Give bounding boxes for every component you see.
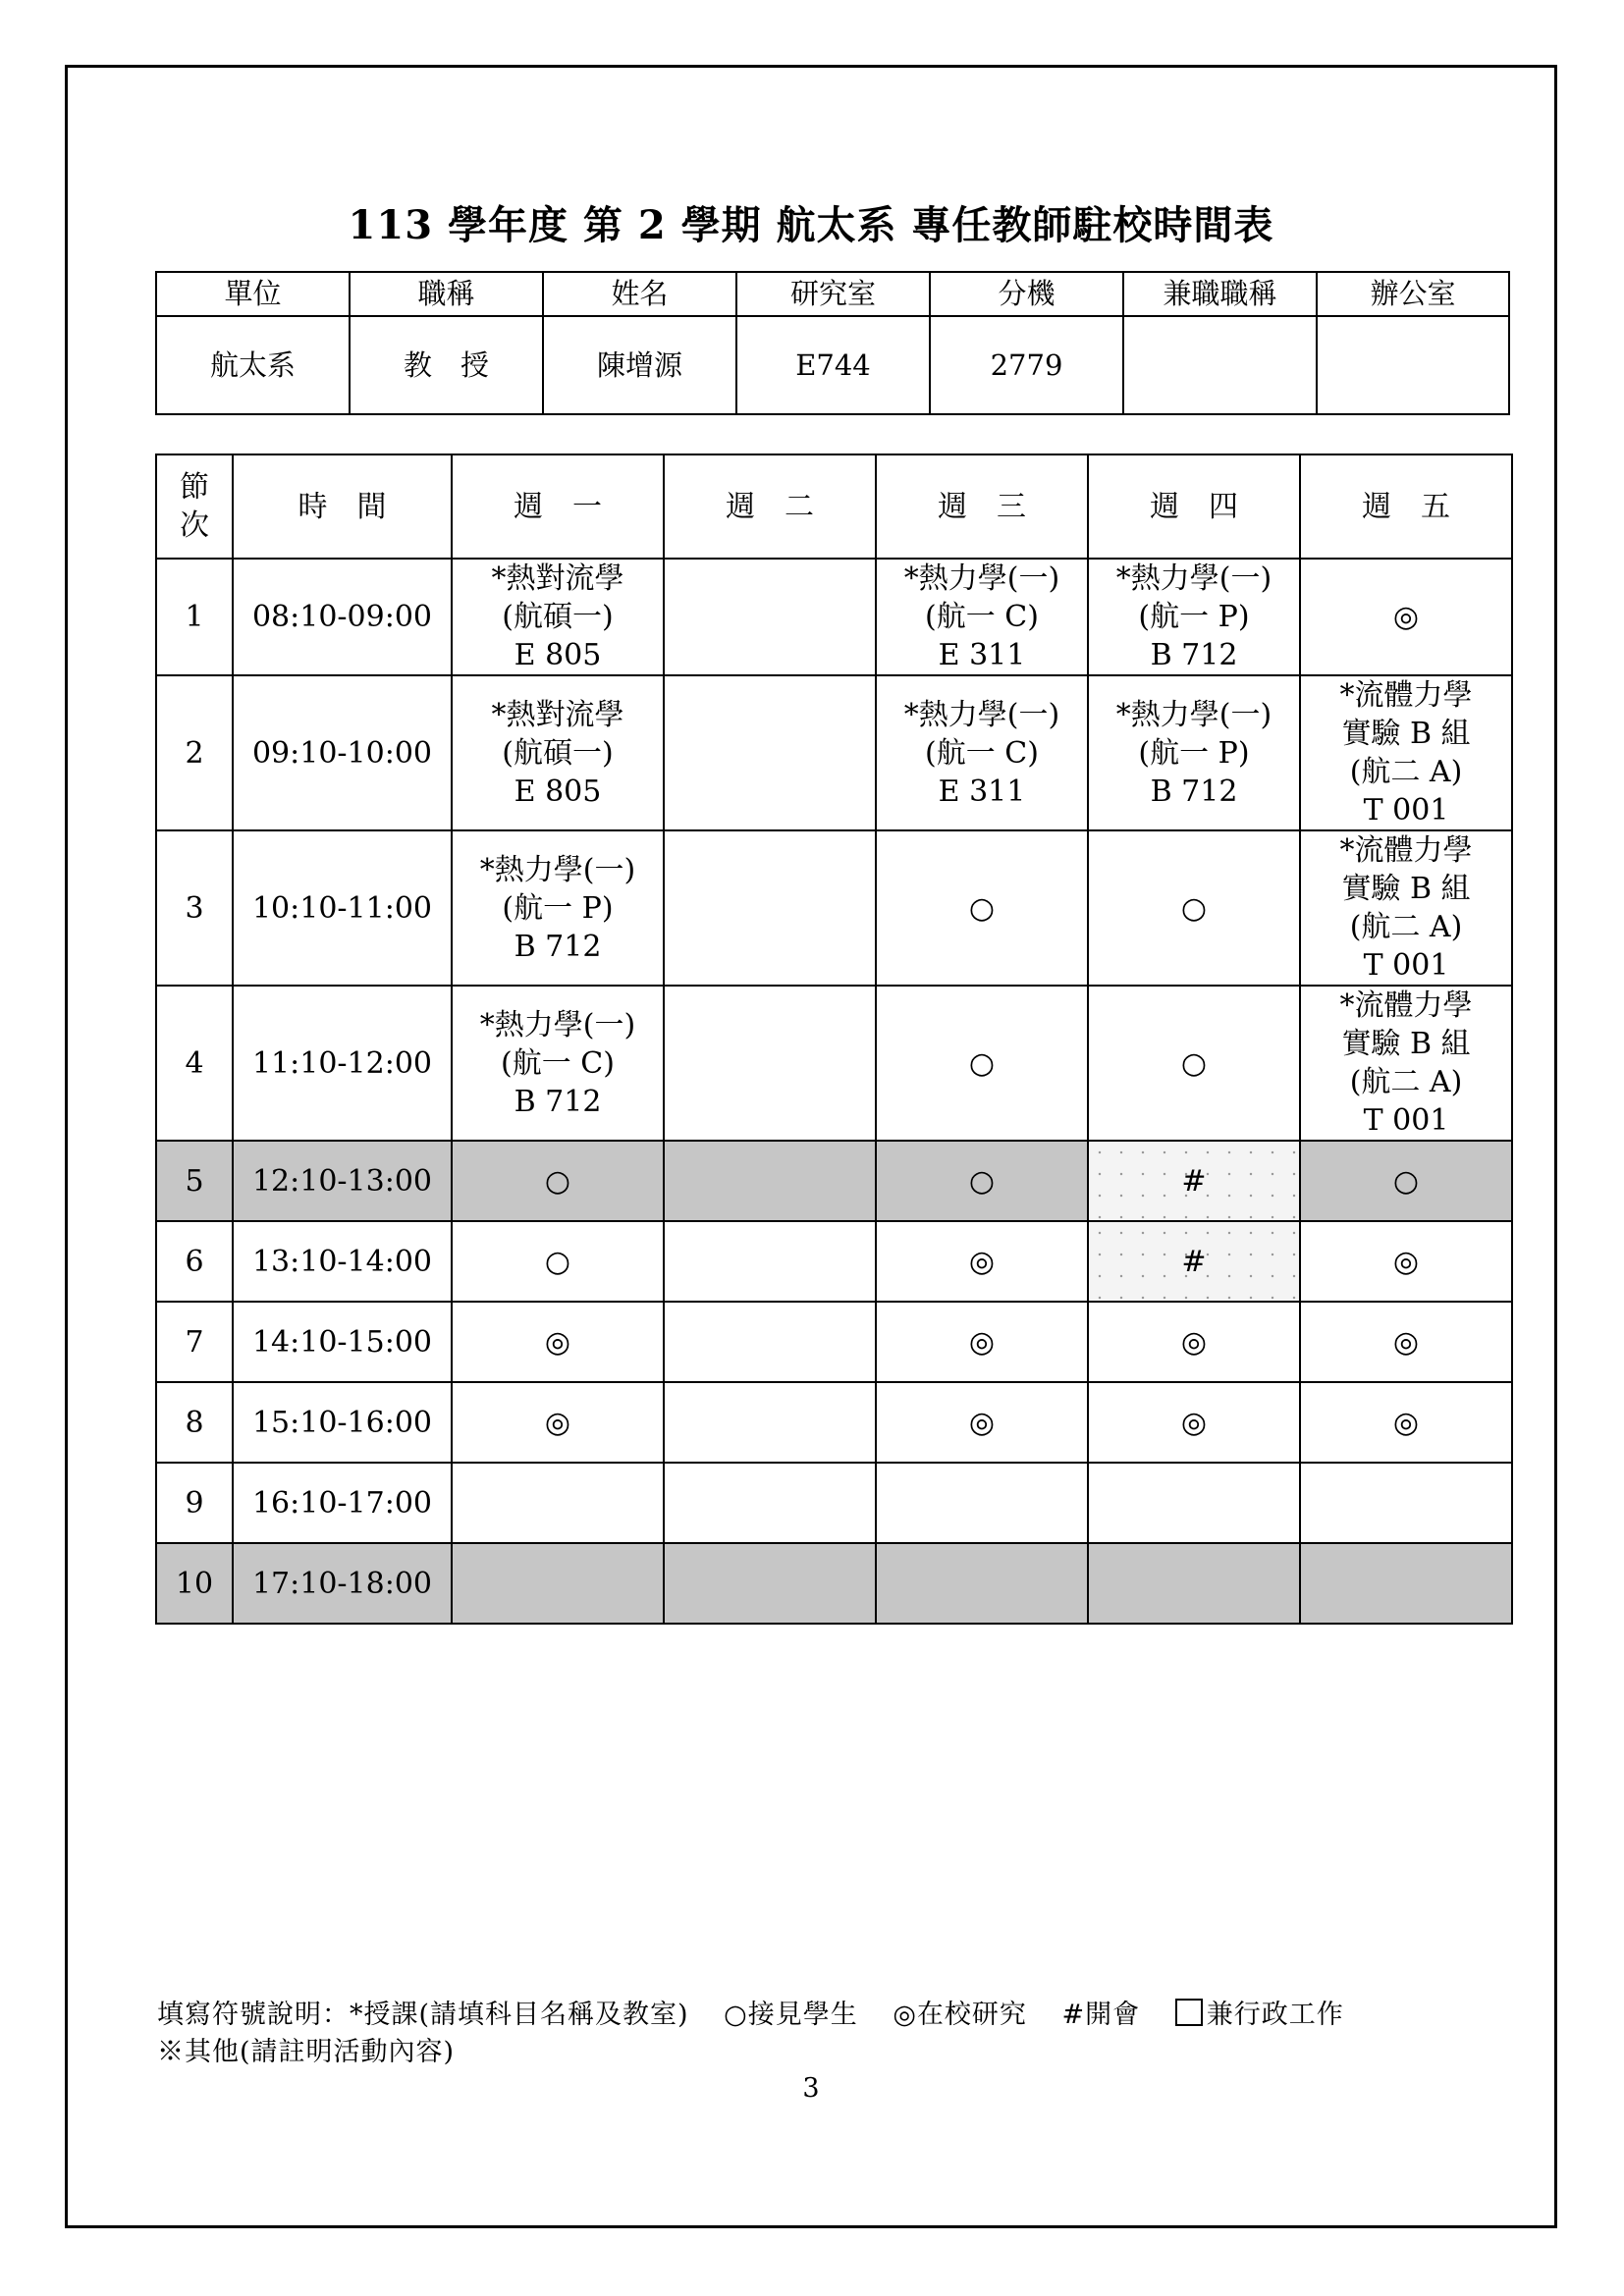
schedule-header-row [156, 454, 1512, 559]
period-cell: 8 [156, 1382, 233, 1463]
schedule-cell-wed: ○ [876, 1141, 1088, 1221]
schedule-cell-mon: *熱對流學 (航碩一) E 805 [452, 675, 664, 830]
schedule-cell-tue [664, 1141, 876, 1221]
schedule-cell-fri: ◎ [1300, 1302, 1512, 1382]
schedule-cell-fri [1300, 1463, 1512, 1543]
info-concurrent-title [1123, 316, 1317, 414]
page-title: 113 學年度 第 2 學期 航太系 專任教師駐校時間表 [348, 202, 1274, 248]
legend-admin: 兼行政工作 [1206, 2000, 1344, 2030]
schedule-row [156, 1543, 1512, 1624]
schedule-cell-mon: ◎ [452, 1382, 664, 1463]
schedule-cell-fri: *流體力學 實驗 B 組 (航二 A) T 001 [1300, 986, 1512, 1141]
info-header-title: 職稱 [350, 272, 543, 316]
header-time: 時 間 [233, 454, 452, 559]
schedule-cell-mon [452, 1543, 664, 1624]
schedule-cell-fri: *流體力學 實驗 B 組 (航二 A) T 001 [1300, 830, 1512, 986]
schedule-row [156, 1221, 1512, 1302]
schedule-cell-wed [876, 1463, 1088, 1543]
header-period: 節 次 [156, 454, 233, 559]
info-header-extension: 分機 [930, 272, 1123, 316]
schedule-cell-wed: ◎ [876, 1382, 1088, 1463]
schedule-row [156, 1302, 1512, 1382]
schedule-cell-thu [1088, 1543, 1300, 1624]
schedule-cell-thu [1088, 1463, 1300, 1543]
schedule-cell-mon: ○ [452, 1141, 664, 1221]
schedule-cell-mon: *熱力學(一) (航一 P) B 712 [452, 830, 664, 986]
header-monday: 週 一 [452, 454, 664, 559]
info-extension: 2779 [930, 316, 1123, 414]
schedule-cell-tue [664, 1463, 876, 1543]
time-cell: 13:10-14:00 [233, 1221, 452, 1302]
info-value-row [156, 316, 1509, 414]
period-cell: 4 [156, 986, 233, 1141]
schedule-row [156, 986, 1512, 1141]
period-cell: 6 [156, 1221, 233, 1302]
page-number: 3 [802, 2073, 820, 2104]
time-cell: 09:10-10:00 [233, 675, 452, 830]
schedule-cell-thu: ○ [1088, 830, 1300, 986]
time-cell: 11:10-12:00 [233, 986, 452, 1141]
schedule-cell-tue [664, 1221, 876, 1302]
period-cell: 10 [156, 1543, 233, 1624]
schedule-cell-tue [664, 986, 876, 1141]
info-header-lab: 研究室 [736, 272, 930, 316]
info-header-unit: 單位 [156, 272, 350, 316]
teacher-info-table [155, 271, 1510, 415]
schedule-cell-fri: ◎ [1300, 1382, 1512, 1463]
time-cell: 17:10-18:00 [233, 1543, 452, 1624]
period-cell: 2 [156, 675, 233, 830]
header-tuesday: 週 二 [664, 454, 876, 559]
schedule-cell-fri: ◎ [1300, 559, 1512, 675]
schedule-cell-fri: ○ [1300, 1141, 1512, 1221]
period-cell: 5 [156, 1141, 233, 1221]
schedule-cell-tue [664, 1543, 876, 1624]
time-cell: 15:10-16:00 [233, 1382, 452, 1463]
legend-meet-students: ○接見學生 [724, 2000, 858, 2030]
schedule-cell-fri [1300, 1543, 1512, 1624]
info-name: 陳增源 [543, 316, 736, 414]
period-cell: 3 [156, 830, 233, 986]
schedule-cell-fri: *流體力學 實驗 B 組 (航二 A) T 001 [1300, 675, 1512, 830]
schedule-cell-tue [664, 675, 876, 830]
schedule-row [156, 559, 1512, 675]
period-cell: 1 [156, 559, 233, 675]
info-unit: 航太系 [156, 316, 350, 414]
legend-line-1 [157, 1997, 1344, 2034]
header-thursday: 週 四 [1088, 454, 1300, 559]
schedule-cell-thu: *熱力學(一) (航一 P) B 712 [1088, 675, 1300, 830]
schedule-cell-thu: ◎ [1088, 1382, 1300, 1463]
schedule-row [156, 1463, 1512, 1543]
schedule-cell-tue [664, 830, 876, 986]
schedule-cell-tue [664, 1382, 876, 1463]
legend-research: ◎在校研究 [893, 2000, 1027, 2030]
time-cell: 16:10-17:00 [233, 1463, 452, 1543]
time-cell: 12:10-13:00 [233, 1141, 452, 1221]
info-header-concurrent-title: 兼職職稱 [1123, 272, 1317, 316]
period-cell: 7 [156, 1302, 233, 1382]
schedule-cell-mon [452, 1463, 664, 1543]
schedule-row [156, 1382, 1512, 1463]
schedule-cell-wed: ◎ [876, 1221, 1088, 1302]
schedule-cell-tue [664, 1302, 876, 1382]
schedule-table [155, 454, 1513, 1625]
time-cell: 08:10-09:00 [233, 559, 452, 675]
schedule-cell-thu: *熱力學(一) (航一 P) B 712 [1088, 559, 1300, 675]
schedule-cell-wed: ○ [876, 986, 1088, 1141]
legend-line-2: ※其他(請註明活動內容) [157, 2037, 456, 2067]
schedule-cell-wed: *熱力學(一) (航一 C) E 311 [876, 559, 1088, 675]
schedule-cell-wed: ◎ [876, 1302, 1088, 1382]
info-lab: E744 [736, 316, 930, 414]
legend-meeting: #開會 [1061, 2000, 1141, 2030]
info-header-row [156, 272, 1509, 316]
schedule-cell-wed: *熱力學(一) (航一 C) E 311 [876, 675, 1088, 830]
legend-teaching: 填寫符號說明：*授課(請填科目名稱及教室) [157, 2000, 689, 2030]
schedule-cell-thu: ◎ [1088, 1302, 1300, 1382]
schedule-cell-mon: ○ [452, 1221, 664, 1302]
schedule-cell-wed: ○ [876, 830, 1088, 986]
checkbox-icon [1175, 1999, 1203, 2026]
schedule-cell-mon: ◎ [452, 1302, 664, 1382]
info-header-name: 姓名 [543, 272, 736, 316]
schedule-cell-thu: # [1088, 1141, 1300, 1221]
schedule-cell-thu: ○ [1088, 986, 1300, 1141]
symbol-legend [157, 1997, 1344, 2071]
info-header-office: 辦公室 [1317, 272, 1509, 316]
schedule-cell-mon: *熱力學(一) (航一 C) B 712 [452, 986, 664, 1141]
schedule-row [156, 1141, 1512, 1221]
schedule-cell-mon: *熱對流學 (航碩一) E 805 [452, 559, 664, 675]
info-title: 教 授 [350, 316, 543, 414]
header-wednesday: 週 三 [876, 454, 1088, 559]
info-office [1317, 316, 1509, 414]
schedule-row [156, 830, 1512, 986]
schedule-row [156, 675, 1512, 830]
time-cell: 10:10-11:00 [233, 830, 452, 986]
schedule-cell-thu: # [1088, 1221, 1300, 1302]
schedule-cell-wed [876, 1543, 1088, 1624]
header-friday: 週 五 [1300, 454, 1512, 559]
schedule-cell-tue [664, 559, 876, 675]
time-cell: 14:10-15:00 [233, 1302, 452, 1382]
period-cell: 9 [156, 1463, 233, 1543]
schedule-cell-fri: ◎ [1300, 1221, 1512, 1302]
